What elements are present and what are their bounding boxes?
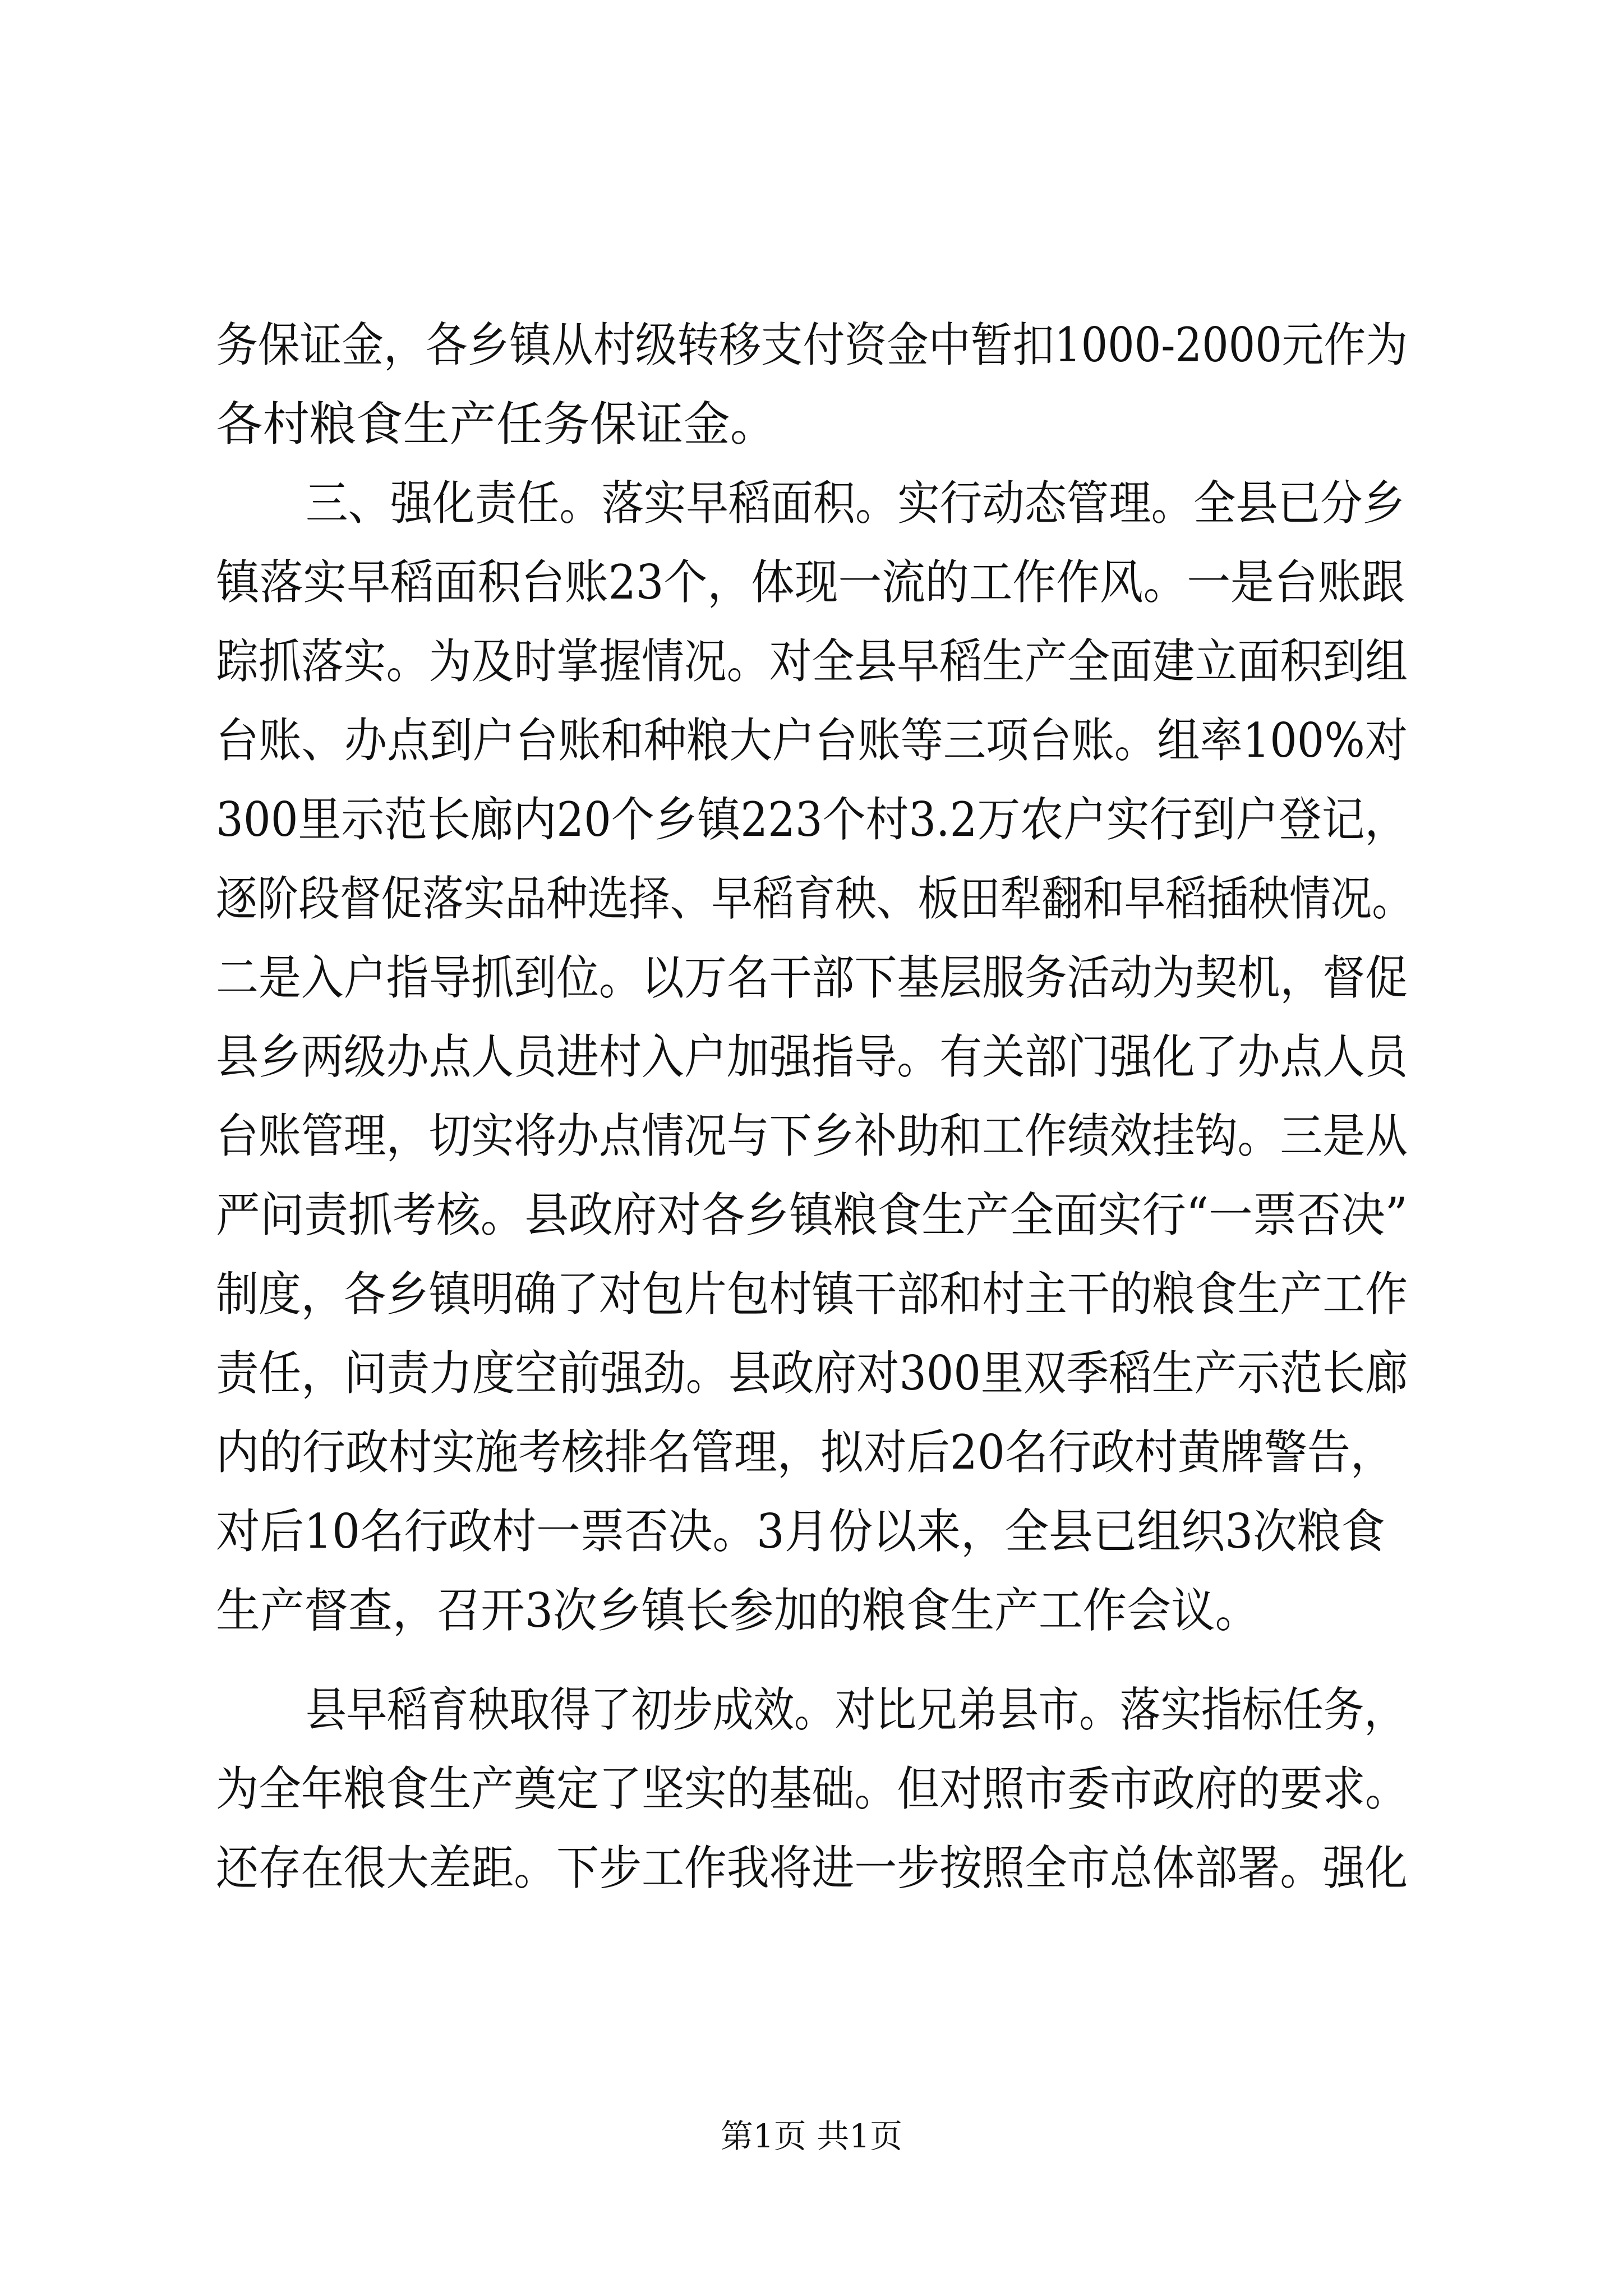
- text-line: [0, 938, 1623, 1017]
- line-text: 三、强化责任。落实早稻面积。实行动态管理。全县已分乡: [306, 476, 1405, 531]
- line-text: 各村粮食生产任务保证金。: [216, 397, 777, 452]
- text-line: [0, 622, 1623, 701]
- line-text: 县早稻育秧取得了初步成效。对比兄弟县市。落实指标任务，: [306, 1682, 1405, 1737]
- text-line: [0, 859, 1623, 938]
- text-line: [0, 1176, 1623, 1254]
- line-text: 严问责抓考核。县政府对各乡镇粮食生产全面实行“一票否决”: [216, 1188, 1408, 1243]
- text-line: [0, 306, 1623, 384]
- text-line: [0, 780, 1623, 859]
- text-line: [0, 1492, 1623, 1571]
- line-text: 责任，问责力度空前强劲。县政府对300里双季稻生产示范长廊: [216, 1346, 1408, 1401]
- line-text: 生产督查，召开3次乡镇长参加的粮食生产工作会议。: [216, 1583, 1260, 1638]
- line-text: 制度，各乡镇明确了对包片包村镇干部和村主干的粮食生产工作: [216, 1267, 1408, 1322]
- line-text: 内的行政村实施考核排名管理，拟对后20名行政村黄牌警告，: [216, 1425, 1394, 1480]
- line-text: 务保证金，各乡镇从村级转移支付资金中暂扣1000-2000元作为: [216, 318, 1408, 372]
- text-line: [0, 385, 1623, 463]
- text-line: [0, 464, 1623, 542]
- line-text: 踪抓落实。为及时掌握情况。对全县早稻生产全面建立面积到组: [216, 634, 1408, 689]
- text-line: [0, 1829, 1623, 1907]
- line-text: 县乡两级办点人员进村入户加强指导。有关部门强化了办点人员: [216, 1029, 1408, 1084]
- line-text: 为全年粮食生产奠定了坚实的基础。但对照市委市政府的要求。: [216, 1761, 1408, 1816]
- page-footer: 第1页 共1页: [720, 2117, 903, 2155]
- text-line: [0, 1097, 1623, 1175]
- text-line: [0, 1571, 1623, 1650]
- line-text: 对后10名行政村一票否决。3月份以来，全县已组织3次粮食: [216, 1504, 1385, 1559]
- line-text: 二是入户指导抓到位。以万名干部下基层服务活动为契机，督促: [216, 950, 1408, 1005]
- text-line: [0, 1750, 1623, 1828]
- text-line: [0, 701, 1623, 780]
- text-line: [0, 1018, 1623, 1096]
- text-line: [0, 1413, 1623, 1492]
- text-line: [0, 1334, 1623, 1412]
- text-line: [0, 543, 1623, 622]
- text-line: [0, 1671, 1623, 1749]
- line-text: 台账管理，切实将办点情况与下乡补助和工作绩效挂钩。三是从: [216, 1108, 1408, 1163]
- line-text: 300里示范长廊内20个乡镇223个村3.2万农户实行到户登记，: [216, 792, 1408, 847]
- line-text: 台账、办点到户台账和种粮大户台账等三项台账。组率100%对: [216, 713, 1408, 768]
- line-text: 逐阶段督促落实品种选择、早稻育秧、板田犁翻和早稻插秧情况。: [216, 871, 1413, 926]
- line-text: 还存在很大差距。下步工作我将进一步按照全市总体部署。强化: [216, 1841, 1408, 1895]
- text-line: [0, 1255, 1623, 1333]
- line-text: 镇落实早稻面积台账23个，体现一流的工作作风。一是台账跟: [216, 555, 1405, 610]
